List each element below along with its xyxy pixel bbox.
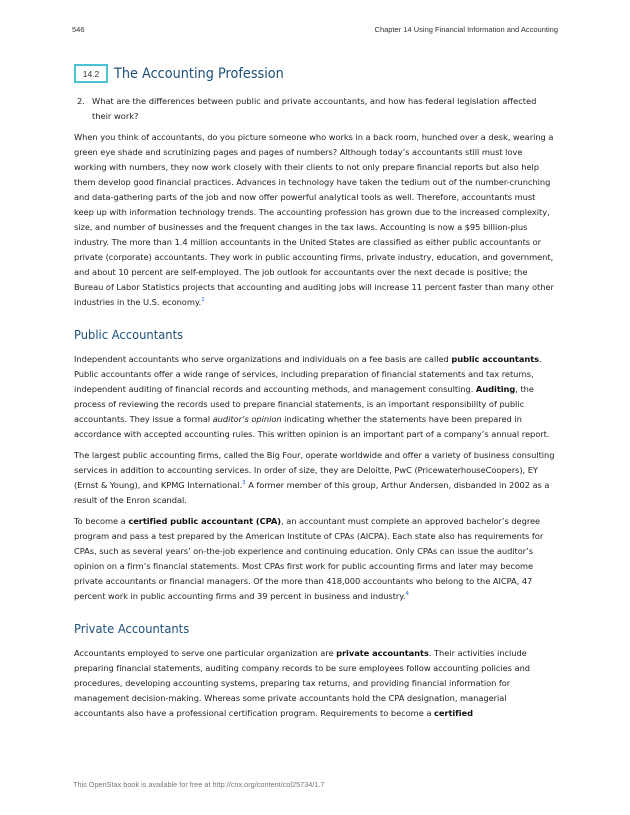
text-run: Accountants employed to serve one particular organization are — [74, 648, 337, 658]
chapter-title: Chapter 14 Using Financial Information and Accounting — [374, 25, 558, 34]
page-footer: This OpenStax book is available for free at http://cnx.org/content/col25734/1.7 — [73, 780, 325, 789]
private-accountants-heading: Private Accountants — [74, 622, 190, 637]
footnote-link[interactable]: 3 — [242, 480, 246, 487]
text-run: Independent accountants who serve organizations and individuals on a fee basis are called — [74, 354, 452, 364]
question-text: What are the differences between public and private accountants, and how has federal legislation affected their work? — [92, 96, 537, 121]
learning-objective-question — [74, 94, 557, 124]
text-run: The largest public accounting firms, called the Big Four, operate worldwide and offer a variety of business consulting services in addition to accounting services. In order of size, they are Deloitte, PwC (PricewaterhouseCoopers), EY (Ernst & Young), and KPMG International. — [74, 450, 555, 490]
key-term-public-accountants: public accountants — [451, 354, 540, 364]
footnote-link[interactable]: 4 — [405, 591, 409, 598]
intro-paragraph — [74, 130, 557, 310]
text-run: To become a — [74, 516, 129, 526]
text-run: A former member of this group, Arthur Andersen, disbanded in 2002 as a result of the Enron scandal. — [74, 480, 550, 505]
main-content — [74, 94, 557, 727]
key-term-cpa: certified public accountant (CPA) — [128, 516, 282, 526]
public-accountants-paragraph-1 — [74, 352, 557, 442]
intro-text: When you think of accountants, do you picture someone who works in a back room, hunched over a desk, wearing a green eye shade and scrutinizing pages and pages of numbers? Although today’s accountants still must love working with numbers, they now work closely with their clients to not only prepare financial reports but also help them develop good financial practices. Advances in technology have taken the tedium out of the number-crunching and data-gathering parts of the job and now offer powerful analytical tools as well. Therefore, accountants must keep up with information technology trends. The accounting profession has grown due to the increased complexity, size, and number of businesses and the frequent changes in the tax laws. Accounting is now a $95 billion-plus industry. The more than 1.4 million accountants in the United States are classified as either public accountants or private (corporate) accountants. They work in public accounting firms, private industry, education, and government, and about 10 percent are self-employed. The job outlook for accountants over the next decade is positive; the Bureau of Labor Statistics projects that accounting and auditing jobs will increase 11 percent faster than many other industries in the U.S. economy. — [74, 132, 554, 307]
text-run: . Public accountants offer a wide range of services, including preparation of financial statements and tax returns, independent auditing of financial records and accounting methods, and management consulting. — [74, 354, 542, 394]
text-run: , the process of reviewing the records used to prepare financial statements, is an important responsibility of public accountants. They issue a formal — [74, 384, 534, 424]
key-term-certified: certified — [433, 708, 474, 718]
section-title: The Accounting Profession — [114, 65, 284, 82]
section-heading — [74, 64, 303, 83]
section-number-badge: 14.2 — [74, 64, 108, 83]
public-accountants-paragraph-2 — [74, 448, 557, 508]
text-run: , an accountant must complete an approved bachelor’s degree program and pass a test prepared by the American Institute of CPAs (AICPA). Each state also has requirements for CPAs, such as several years’ on-the-job experience and continuing education. Only CPAs can issue the auditor’s opinion on a firm’s financial statements. Most CPAs first work for public accounting firms and later may become private accountants or financial managers. Of the more than 418,000 accountants who belong to the AICPA, 47 percent work in public accounting firms and 39 percent in business and industry. — [74, 516, 544, 601]
key-term-private-accountants: private accountants — [336, 648, 429, 658]
text-run: indicating whether the statements have been prepared in accordance with accepted accounting rules. This written opinion is an important part of a company’s annual report. — [74, 414, 550, 439]
key-term-auditors-opinion: auditor’s opinion — [212, 414, 282, 424]
page-number: 546 — [72, 25, 85, 34]
public-accountants-heading: Public Accountants — [74, 328, 184, 343]
public-accountants-paragraph-3 — [74, 514, 557, 604]
text-run: . Their activities include preparing financial statements, auditing company records to be sure employees follow accounting policies and procedures, developing accounting systems, preparing tax returns, and providing financial information for management decision-making. Whereas some private accountants hold the CPA designation, managerial accountants also have a professional certification program. Requirements to become a — [74, 648, 531, 718]
footnote-link[interactable]: 2 — [201, 297, 205, 304]
question-number: 2. — [77, 96, 85, 106]
spacer — [74, 610, 557, 620]
private-accountants-paragraph-1 — [74, 646, 557, 721]
spacer — [74, 316, 557, 326]
key-term-auditing: Auditing — [475, 384, 516, 394]
